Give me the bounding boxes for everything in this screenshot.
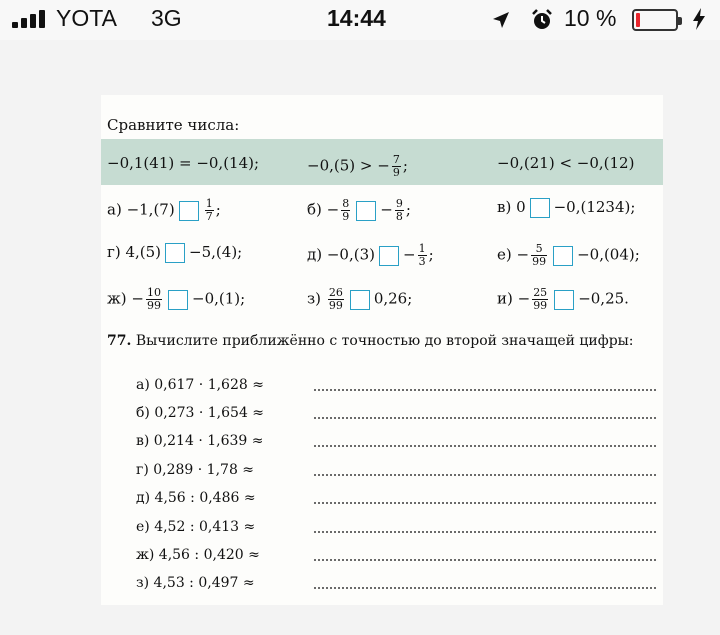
calc-item: б) 0,273 · 1,654 ≈ bbox=[136, 405, 656, 425]
calc-item: д) 4,56 : 0,486 ≈ bbox=[136, 490, 656, 510]
signal-icon bbox=[12, 10, 48, 28]
battery-percent: 10 % bbox=[564, 5, 617, 31]
fraction: $\frac{26}{99}$ bbox=[328, 286, 343, 312]
compare-item-i: и) − $\frac{25}{99}$ −0,25. bbox=[497, 286, 629, 312]
calc-item: а) 0,617 · 1,628 ≈ bbox=[136, 377, 656, 397]
alarm-icon bbox=[530, 8, 554, 38]
fraction: $\frac{7}{9}$ bbox=[392, 153, 400, 179]
answer-line[interactable] bbox=[314, 389, 656, 391]
answer-line[interactable] bbox=[314, 417, 656, 419]
example-c: −0,(21) < −0,(12) bbox=[497, 154, 635, 172]
charging-bolt-icon bbox=[692, 8, 706, 36]
carrier-name: YOTA bbox=[56, 5, 117, 31]
fraction: $\frac{5}{99}$ bbox=[532, 242, 547, 268]
fraction: $\frac{1}{7}$ bbox=[205, 197, 213, 223]
answer-box[interactable] bbox=[553, 246, 573, 266]
calc-item: ж) 4,56 : 0,420 ≈ bbox=[136, 547, 656, 567]
answer-box[interactable] bbox=[530, 198, 550, 218]
location-arrow-icon bbox=[491, 9, 511, 36]
status-bar bbox=[0, 0, 720, 40]
network-type: 3G bbox=[151, 5, 182, 31]
answer-line[interactable] bbox=[314, 474, 656, 476]
fraction: $\frac{8}{9}$ bbox=[342, 197, 350, 223]
compare-item-v: в) 0 −0,(1234); bbox=[497, 198, 636, 216]
clock: 14:44 bbox=[327, 5, 386, 31]
answer-line[interactable] bbox=[314, 502, 656, 504]
battery-icon bbox=[632, 9, 678, 31]
battery-level-fill bbox=[636, 13, 640, 27]
calc-item: г) 0,289 · 1,78 ≈ bbox=[136, 462, 656, 482]
answer-box[interactable] bbox=[350, 290, 370, 310]
task-number: 77. bbox=[107, 333, 132, 349]
calc-item: в) 0,214 · 1,639 ≈ bbox=[136, 433, 656, 453]
answer-box[interactable] bbox=[356, 201, 376, 221]
answer-line[interactable] bbox=[314, 559, 656, 561]
example-a: −0,1(41) = −0,(14); bbox=[107, 154, 260, 172]
fraction: $\frac{9}{8}$ bbox=[395, 197, 403, 223]
answer-box[interactable] bbox=[179, 201, 199, 221]
answer-line[interactable] bbox=[314, 531, 656, 533]
fraction: $\frac{1}{3}$ bbox=[418, 242, 426, 268]
task-77-statement bbox=[107, 333, 655, 350]
compare-item-zh: ж) − $\frac{10}{99}$ −0,(1); bbox=[107, 286, 246, 312]
compare-item-g: г) 4,(5) −5,(4); bbox=[107, 243, 243, 261]
answer-line[interactable] bbox=[314, 587, 656, 589]
calc-item: е) 4,52 : 0,413 ≈ bbox=[136, 519, 656, 539]
task-text: Вычислите приближённо с точностью до второй значащей цифры: bbox=[135, 333, 634, 349]
answer-box[interactable] bbox=[379, 246, 399, 266]
fraction: $\frac{10}{99}$ bbox=[147, 286, 161, 312]
fraction: $\frac{25}{99}$ bbox=[533, 286, 548, 312]
answer-box[interactable] bbox=[168, 290, 188, 310]
answer-line[interactable] bbox=[314, 445, 656, 447]
calc-item: з) 4,53 : 0,497 ≈ bbox=[136, 575, 656, 595]
textbook-page bbox=[101, 95, 663, 605]
compare-item-d: д) −0,(3) − $\frac{1}{3}$ ; bbox=[307, 242, 434, 268]
compare-item-a: а) −1,(7) $\frac{1}{7}$ ; bbox=[107, 197, 221, 223]
compare-item-b: б) − $\frac{8}{9}$ − $\frac{9}{8}$ ; bbox=[307, 197, 411, 223]
answer-box[interactable] bbox=[165, 243, 185, 263]
section-heading: Сравните числа: bbox=[107, 116, 240, 134]
answer-box[interactable] bbox=[554, 290, 574, 310]
compare-item-z: з) $\frac{26}{99}$ 0,26; bbox=[307, 286, 413, 312]
compare-item-e: е) − $\frac{5}{99}$ −0,(04); bbox=[497, 242, 640, 268]
example-b: −0,(5) > − $\frac{7}{9}$ ; bbox=[307, 153, 408, 179]
